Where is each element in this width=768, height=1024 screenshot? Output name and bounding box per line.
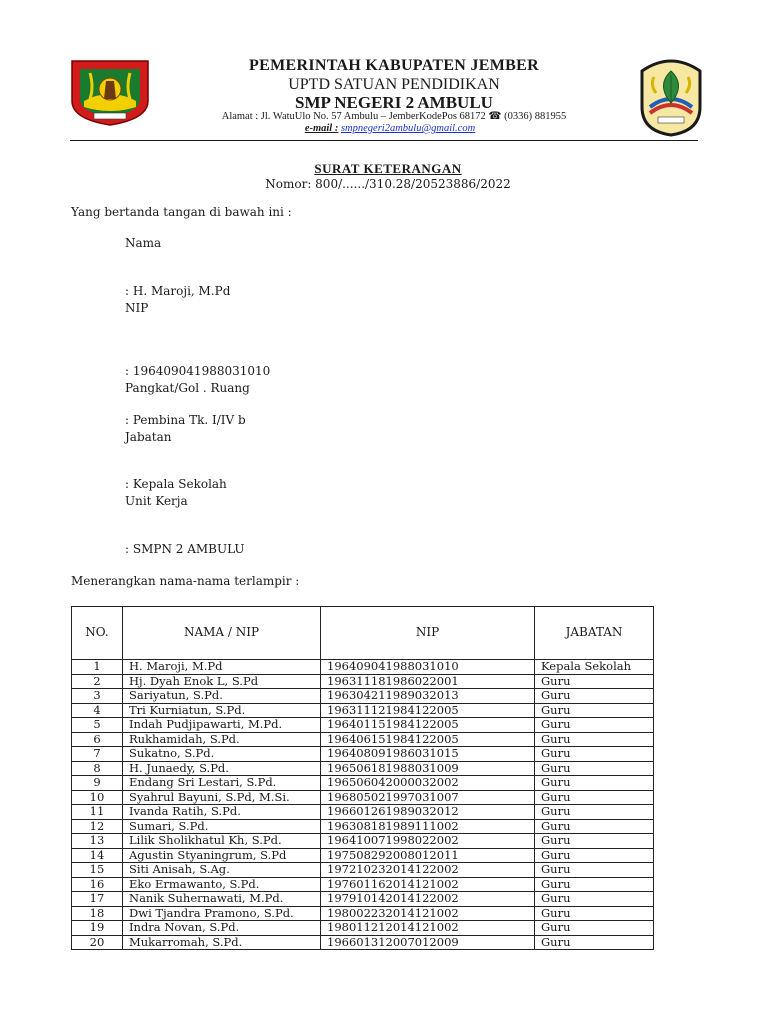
cell-nip: 197910142014122002 [321,892,535,907]
value-unit-kerja: : SMPN 2 AMBULU [125,542,245,556]
cell-nip: 196408091986031015 [321,747,535,762]
cell-jabatan: Guru [535,761,654,776]
table-row [72,819,654,834]
cell-nama: Sukatno, S.Pd. [123,747,321,762]
cell-nip: 198011212014121002 [321,921,535,936]
value-nip: : 196409041988031010 [125,364,271,378]
cell-nama: Indah Pudjipawarti, M.Pd. [123,718,321,733]
table-body [72,660,654,950]
cell-no: 18 [72,906,123,921]
cell-no: 11 [72,805,123,820]
cell-nip: 197508292008012011 [321,848,535,863]
cell-jabatan: Guru [535,790,654,805]
value-jabatan: : Kepala Sekolah [125,477,227,491]
staff-table [71,606,654,950]
header-nip: NIP [321,607,535,660]
cell-no: 2 [72,674,123,689]
cell-no: 17 [72,892,123,907]
cell-nama: Nanik Suhernawati, M.Pd. [123,892,321,907]
cell-nip: 196311121984122005 [321,703,535,718]
table-row [72,703,654,718]
cell-nip: 198002232014121002 [321,906,535,921]
label-nip: NIP [125,301,149,315]
cell-jabatan: Guru [535,834,654,849]
cell-nip: 196601312007012009 [321,935,535,950]
cell-jabatan: Guru [535,805,654,820]
cell-jabatan: Guru [535,703,654,718]
cell-no: 9 [72,776,123,791]
outro-text: Menerangkan nama-nama terlampir : [71,574,300,588]
intro-text: Yang bertanda tangan di bawah ini : [71,205,292,219]
cell-nip: 196506181988031009 [321,761,535,776]
value-pangkat: : Pembina Tk. I/IV b [125,413,246,427]
cell-nama: Hj. Dyah Enok L, S.Pd [123,674,321,689]
cell-jabatan: Guru [535,718,654,733]
cell-jabatan: Guru [535,935,654,950]
email-label: e-mail : [304,123,339,134]
cell-no: 19 [72,921,123,936]
cell-nama: Siti Anisah, S.Ag. [123,863,321,878]
letterhead-government-name: PEMERINTAH KABUPATEN JEMBER [249,57,539,74]
cell-nip: 196805021997031007 [321,790,535,805]
cell-nama: Sumari, S.Pd. [123,819,321,834]
table-row [72,776,654,791]
value-nama: : H. Maroji, M.Pd [125,284,231,298]
cell-jabatan: Guru [535,921,654,936]
cell-nip: 196401151984122005 [321,718,535,733]
cell-jabatan: Guru [535,906,654,921]
table-row [72,935,654,950]
cell-jabatan: Guru [535,747,654,762]
cell-no: 3 [72,689,123,704]
cell-nama: Tri Kurniatun, S.Pd. [123,703,321,718]
table-row [72,906,654,921]
cell-nip: 197210232014122002 [321,863,535,878]
cell-nama: Eko Ermawanto, S.Pd. [123,877,321,892]
cell-jabatan: Guru [535,732,654,747]
table-row [72,790,654,805]
table-row [72,863,654,878]
cell-nip: 196304211989032013 [321,689,535,704]
cell-no: 13 [72,834,123,849]
cell-jabatan: Guru [535,674,654,689]
cell-no: 15 [72,863,123,878]
cell-nip: 196409041988031010 [321,660,535,675]
label-pangkat: Pangkat/Gol . Ruang [125,381,250,395]
label-nama: Nama [125,236,162,250]
cell-jabatan: Guru [535,689,654,704]
cell-no: 12 [72,819,123,834]
cell-nip: 196311181986022001 [321,674,535,689]
cell-no: 10 [72,790,123,805]
cell-jabatan: Kepala Sekolah [535,660,654,675]
letterhead-school-name: SMP NEGERI 2 AMBULU [295,93,493,112]
table-row [72,660,654,675]
table-row [72,892,654,907]
cell-no: 6 [72,732,123,747]
cell-jabatan: Guru [535,848,654,863]
cell-nip: 196506042000032002 [321,776,535,791]
cell-nama: Indra Novan, S.Pd. [123,921,321,936]
cell-nip: 196406151984122005 [321,732,535,747]
header-no: NO. [72,607,123,660]
table-header-row [72,607,654,660]
cell-nama: Rukhamidah, S.Pd. [123,732,321,747]
cell-nama: Dwi Tjandra Pramono, S.Pd. [123,906,321,921]
table-row [72,689,654,704]
table-row [72,732,654,747]
header-jabatan: JABATAN [535,607,654,660]
cell-nama: Agustin Styaningrum, S.Pd [123,848,321,863]
document-title: SURAT KETERANGAN [314,161,462,176]
cell-jabatan: Guru [535,819,654,834]
cell-nama: H. Junaedy, S.Pd. [123,761,321,776]
cell-nama: Syahrul Bayuni, S.Pd, M.Si. [123,790,321,805]
header-nama-nip: NAMA / NIP [123,607,321,660]
table-row [72,761,654,776]
email-link[interactable]: smpnegeri2ambulu@gmail.com [340,123,476,134]
cell-no: 20 [72,935,123,950]
letterhead-divider [70,140,698,141]
cell-nama: Mukarromah, S.Pd. [123,935,321,950]
cell-nama: Endang Sri Lestari, S.Pd. [123,776,321,791]
cell-nama: Sariyatun, S.Pd. [123,689,321,704]
table-row [72,805,654,820]
table-row [72,921,654,936]
cell-nip: 196410071998022002 [321,834,535,849]
cell-jabatan: Guru [535,892,654,907]
cell-no: 1 [72,660,123,675]
cell-no: 7 [72,747,123,762]
table-row [72,834,654,849]
cell-nama: Ivanda Ratih, S.Pd. [123,805,321,820]
table-row [72,718,654,733]
table-row [72,877,654,892]
letterhead-unit-name: UPTD SATUAN PENDIDIKAN [288,76,500,93]
cell-no: 5 [72,718,123,733]
cell-nama: H. Maroji, M.Pd [123,660,321,675]
cell-no: 16 [72,877,123,892]
label-jabatan: Jabatan [125,430,172,444]
table-row [72,848,654,863]
table-row [72,747,654,762]
table-row [72,674,654,689]
cell-jabatan: Guru [535,863,654,878]
document-number: Nomor: 800/....../310.28/20523886/2022 [265,177,511,191]
cell-nip: 196308181989111002 [321,819,535,834]
cell-nama: Lilik Sholikhatul Kh, S.Pd. [123,834,321,849]
cell-no: 14 [72,848,123,863]
cell-jabatan: Guru [535,776,654,791]
letterhead-email [0,123,768,134]
cell-no: 8 [72,761,123,776]
cell-no: 4 [72,703,123,718]
letterhead-address: Alamat : Jl. WatuUlo No. 57 Ambulu – JemberKodePos 68172 ☎ (0336) 881955 [221,111,567,122]
cell-nip: 197601162014121002 [321,877,535,892]
cell-jabatan: Guru [535,877,654,892]
cell-nip: 196601261989032012 [321,805,535,820]
label-unit-kerja: Unit Kerja [125,494,188,508]
